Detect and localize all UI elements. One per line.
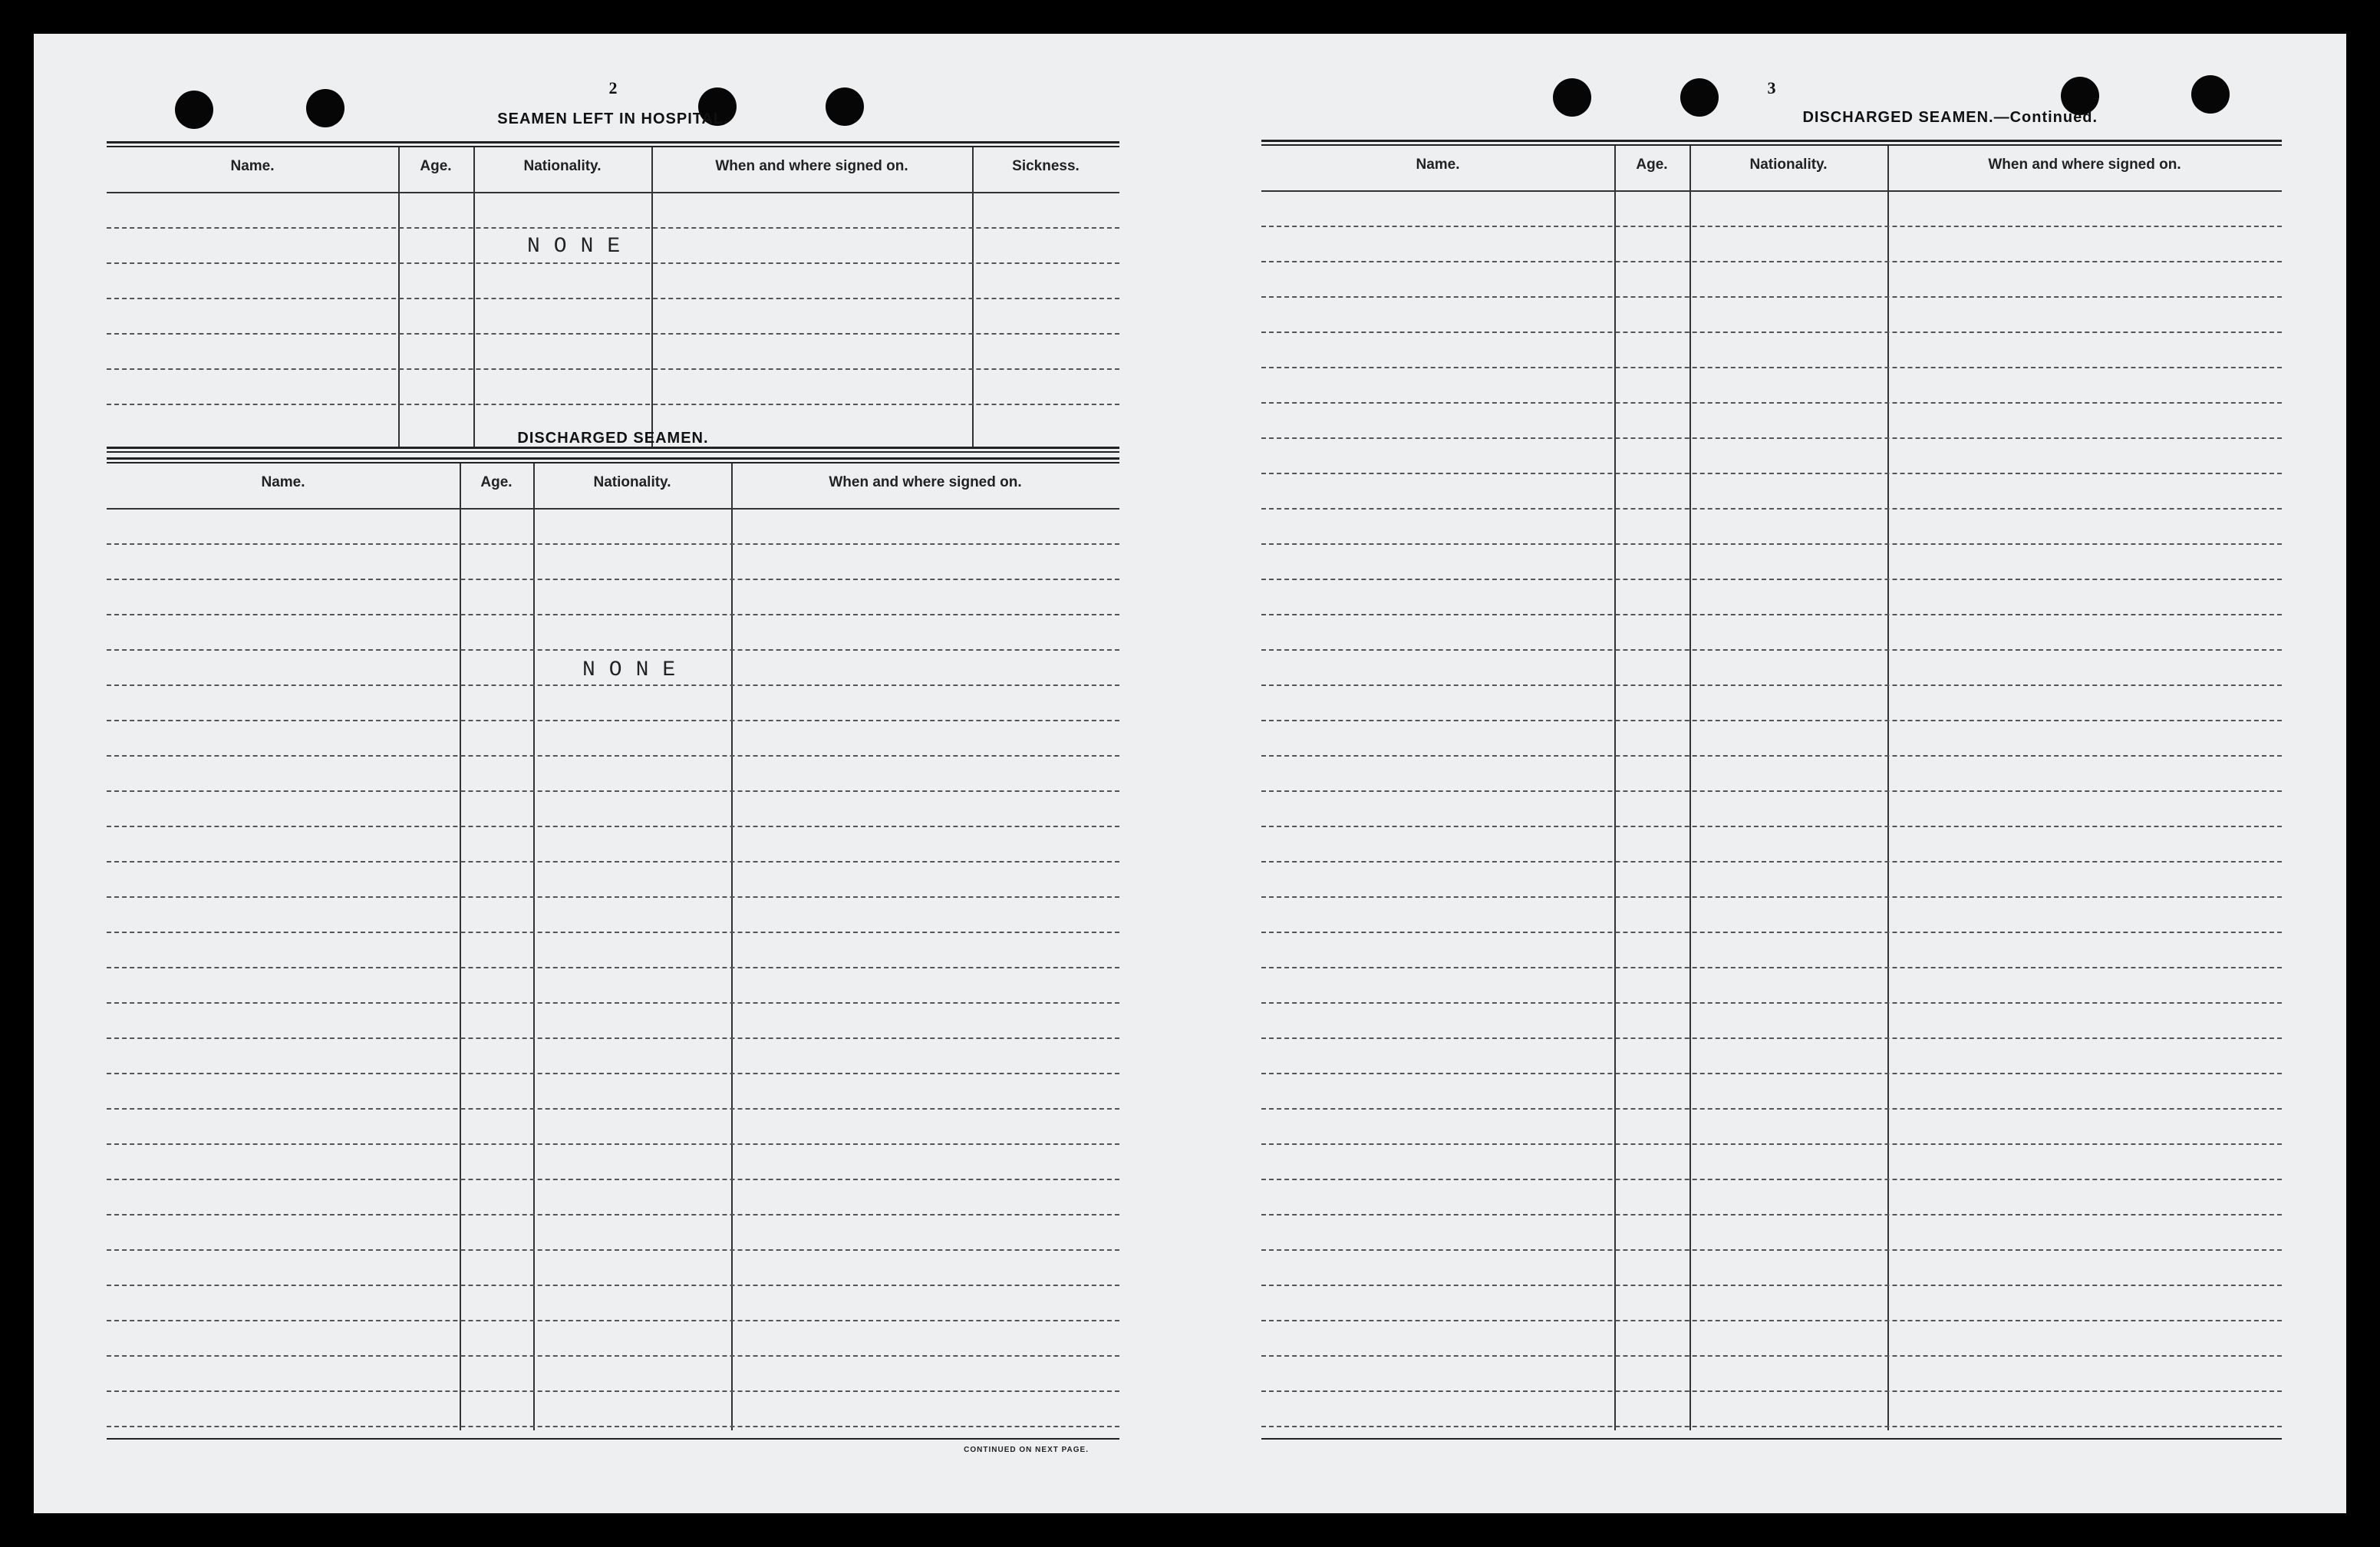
- entry-line: [1261, 1390, 2282, 1392]
- entry-line: [107, 684, 1119, 686]
- entry-line: [1261, 649, 2282, 651]
- entry-line: [1261, 896, 2282, 898]
- entry-line: [107, 720, 1119, 721]
- entry-line: [1261, 614, 2282, 615]
- entry-line: [1261, 1143, 2282, 1145]
- entry-line: [1261, 755, 2282, 757]
- entry-line: [1261, 1073, 2282, 1074]
- entry-line: [107, 896, 1119, 898]
- entry-line: [1261, 790, 2282, 792]
- entry-line: [1261, 861, 2282, 863]
- column-divider: [473, 147, 475, 447]
- entry-line: [107, 227, 1119, 229]
- hospital-entry-none: NONE: [527, 235, 635, 259]
- discharged-entry-none: NONE: [582, 658, 690, 682]
- entry-line: [107, 1390, 1119, 1392]
- column-divider: [1689, 146, 1691, 1430]
- entry-line: [1261, 1285, 2282, 1286]
- entry-line: [1261, 508, 2282, 510]
- entry-line: [1261, 1355, 2282, 1357]
- entry-line: [1261, 932, 2282, 933]
- entry-line: [1261, 579, 2282, 580]
- hospital-section-title: SEAMEN LEFT IN HOSPITAL.: [497, 110, 729, 127]
- entry-line: [107, 579, 1119, 580]
- discharged-section-title: DISCHARGED SEAMEN.: [517, 430, 709, 447]
- entry-line: [1261, 1214, 2282, 1216]
- entry-line: [1261, 473, 2282, 474]
- entry-line: [107, 649, 1119, 651]
- bottom-rule: [107, 1438, 1119, 1440]
- entry-line: [107, 861, 1119, 863]
- entry-line: [107, 404, 1119, 405]
- entry-line: [107, 1320, 1119, 1321]
- entry-line: [1261, 1426, 2282, 1427]
- column-header-nationality: Nationality.: [1749, 157, 1828, 173]
- entry-line: [107, 755, 1119, 757]
- entry-line: [107, 1249, 1119, 1251]
- entry-line: [1261, 1249, 2282, 1251]
- entry-line: [107, 368, 1119, 370]
- entry-line: [107, 826, 1119, 827]
- page-number: 2: [608, 78, 618, 97]
- entry-line: [1261, 1037, 2282, 1039]
- section-rule: [107, 457, 1119, 463]
- entry-line: [1261, 437, 2282, 439]
- section-rule: [1261, 140, 2282, 146]
- column-header-sickness: Sickness.: [1012, 158, 1080, 174]
- entry-line: [107, 543, 1119, 545]
- column-header-signed-on: When and where signed on.: [829, 474, 1022, 490]
- entry-line: [107, 1179, 1119, 1180]
- document-sheet: [34, 34, 2346, 1513]
- discharged-continued-table: [1261, 146, 2282, 1430]
- discharged-continued-title: DISCHARGED SEAMEN.—Continued.: [1802, 109, 2098, 126]
- hospital-table: [107, 147, 1119, 447]
- entry-line: [107, 1108, 1119, 1110]
- section-rule: [107, 141, 1119, 147]
- entry-line: [107, 1355, 1119, 1357]
- entry-line: [107, 790, 1119, 792]
- header-rule: [1261, 190, 2282, 192]
- entry-line: [1261, 543, 2282, 545]
- entry-line: [107, 967, 1119, 968]
- entry-line: [1261, 1108, 2282, 1110]
- entry-line: [107, 1143, 1119, 1145]
- column-header-name: Name.: [1416, 157, 1460, 173]
- entry-line: [1261, 1179, 2282, 1180]
- column-divider: [972, 147, 974, 447]
- entry-line: [107, 1073, 1119, 1074]
- entry-line: [1261, 720, 2282, 721]
- entry-line: [107, 614, 1119, 615]
- column-header-age: Age.: [480, 474, 513, 490]
- header-rule: [107, 192, 1119, 193]
- entry-line: [1261, 1002, 2282, 1004]
- column-header-nationality: Nationality.: [593, 474, 671, 490]
- header-rule: [107, 508, 1119, 510]
- entry-line: [107, 262, 1119, 264]
- entry-line: [107, 1214, 1119, 1216]
- column-divider: [398, 147, 400, 447]
- entry-line: [107, 1426, 1119, 1427]
- continued-note: CONTINUED ON NEXT PAGE.: [964, 1446, 1089, 1454]
- column-header-signed-on: When and where signed on.: [715, 158, 908, 174]
- column-header-signed-on: When and where signed on.: [1988, 157, 2181, 173]
- entry-line: [107, 298, 1119, 299]
- column-divider: [1614, 146, 1616, 1430]
- discharged-table: [107, 463, 1119, 1430]
- entry-line: [1261, 332, 2282, 333]
- column-header-name: Name.: [230, 158, 275, 174]
- column-header-age: Age.: [420, 158, 452, 174]
- column-header-name: Name.: [261, 474, 305, 490]
- column-divider: [651, 147, 653, 447]
- entry-line: [107, 333, 1119, 335]
- entry-line: [1261, 967, 2282, 968]
- entry-line: [107, 1002, 1119, 1004]
- entry-line: [1261, 296, 2282, 298]
- entry-line: [107, 1285, 1119, 1286]
- entry-line: [1261, 684, 2282, 686]
- entry-line: [1261, 226, 2282, 227]
- entry-line: [1261, 402, 2282, 404]
- column-header-nationality: Nationality.: [523, 158, 602, 174]
- entry-line: [1261, 261, 2282, 262]
- column-divider: [1887, 146, 1889, 1430]
- bottom-rule: [1261, 1438, 2282, 1440]
- section-rule: [107, 447, 1119, 453]
- entry-line: [107, 932, 1119, 933]
- column-header-age: Age.: [1636, 157, 1668, 173]
- entry-line: [1261, 367, 2282, 368]
- entry-line: [1261, 826, 2282, 827]
- page-number: 3: [1767, 78, 1776, 97]
- entry-line: [107, 1037, 1119, 1039]
- entry-line: [1261, 1320, 2282, 1321]
